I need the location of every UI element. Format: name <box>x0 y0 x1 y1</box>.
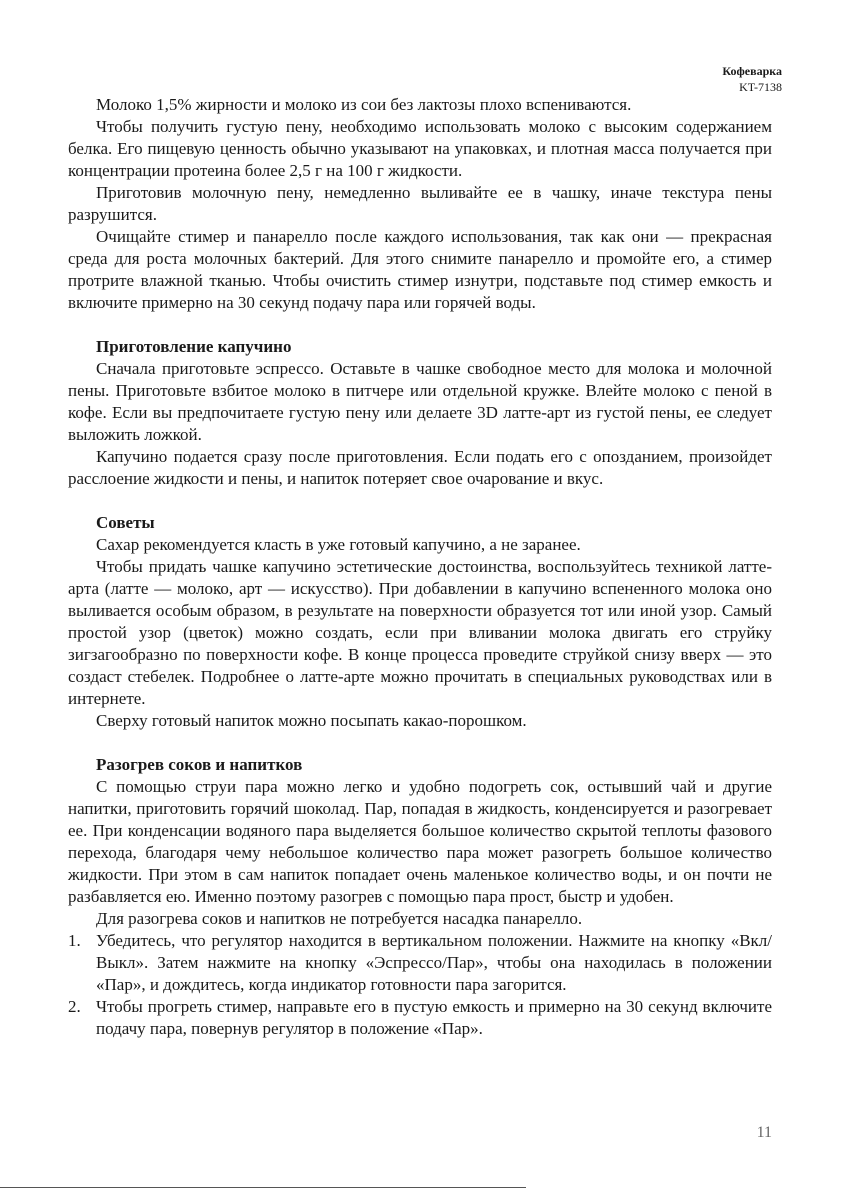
paragraph: Чтобы получить густую пену, необходимо использовать молоко с высоким содержанием белка. Его пищевую ценность обычно указывают на упаковках, и плотная масса получается при концентрации протеина более 2,5 г на 100 г жидкости. <box>68 117 772 180</box>
paragraph: Очищайте стимер и панарелло после каждого использования, так как они — прекрасная среда для роста молочных бактерий. Для этого снимите панарелло и промойте его, а стимер протрите влажной тканью. Чтобы очистить стимер изнутри, подставьте под стимер емкость и включите примерно на 30 секунд подачу пара или горячей воды. <box>68 227 772 312</box>
paragraph: Чтобы придать чашке капучино эстетические достоинства, воспользуйтесь техникой латте-арта (латте — молоко, арт — искусство). При добавлении в капучино вспененного молока оно выливается особым образом, в результате на поверхности образуется тот или иной узор. Самый простой узор (цветок) можно создать, если при вливании молока двигать его струйку зигзагообразно по поверхности кофе. В конце процесса проведите струйкой снизу вверх — это создаст стебелек. Подробнее о латте-арте можно прочитать в специальных руководствах или в интернете. <box>68 557 772 708</box>
section-heading-tips: Советы <box>96 513 155 532</box>
list-item-number: 2. <box>68 997 81 1016</box>
list-item-number: 1. <box>68 931 81 950</box>
paragraph: С помощью струи пара можно легко и удобно подогреть сок, остывший чай и другие напитки, приготовить горячий шоколад. Пар, попадая в жидкость, конденсируется и разогревает ее. При конденсации водяного пара выделяется большое количество скрытой теплоты фазового перехода, благодаря чему небольшое количество пара может разогреть большое количество жидкости. При этом в сам напиток попадает очень маленькое количество воды, и он почти не разбавляется ею. Именно поэтому разогрев с помощью пара прост, быстр и удобен. <box>68 777 772 906</box>
paragraph: Сахар рекомендуется класть в уже готовый капучино, а не заранее. <box>96 535 581 554</box>
paragraph: Молоко 1,5% жирности и молоко из сои без лактозы плохо вспениваются. <box>96 95 632 114</box>
list-item <box>68 996 772 1040</box>
paragraph: Для разогрева соков и напитков не потребуется насадка панарелло. <box>96 909 583 928</box>
page-header <box>722 63 782 95</box>
section-heading-heating: Разогрев соков и напитков <box>96 755 303 774</box>
paragraph: Сначала приготовьте эспрессо. Оставьте в чашке свободное место для молока и молочной пены. Приготовьте взбитое молоко в питчере или отдельной кружке. Влейте молоко с пеной в кофе. Если вы предпочитаете густую пену или делаете 3D латте-арт из густой пены, ее следует выложить ложкой. <box>68 359 772 444</box>
list-item-text: Чтобы прогреть стимер, направьте его в пустую емкость и примерно на 30 секунд включите подачу пара, повернув регулятор в положение «Пар». <box>96 997 772 1038</box>
bottom-rule <box>0 1187 526 1188</box>
paragraph: Капучино подается сразу после приготовления. Если подать его с опозданием, произойдет расслоение жидкости и пены, и напиток потеряет свое очарование и вкус. <box>68 447 772 488</box>
list-item-text: Убедитесь, что регулятор находится в вертикальном положении. Нажмите на кнопку «Вкл/Выкл». Затем нажмите на кнопку «Эспрессо/Пар», чтобы она находилась в положении «Пар», и дождитесь, когда индикатор готовности пара загорится. <box>96 931 772 994</box>
section-heading-cappuccino: Приготовление капучино <box>96 337 292 356</box>
document-body <box>68 94 772 1040</box>
list-item <box>68 930 772 996</box>
paragraph: Приготовив молочную пену, немедленно выливайте ее в чашку, иначе текстура пены разрушится. <box>68 183 772 224</box>
page-number: 11 <box>756 1124 772 1141</box>
paragraph: Сверху готовый напиток можно посыпать какао-порошком. <box>96 711 527 730</box>
steps-list <box>68 930 772 1040</box>
header-model: KT-7138 <box>739 80 782 94</box>
header-brand: Кофеварка <box>722 64 782 78</box>
